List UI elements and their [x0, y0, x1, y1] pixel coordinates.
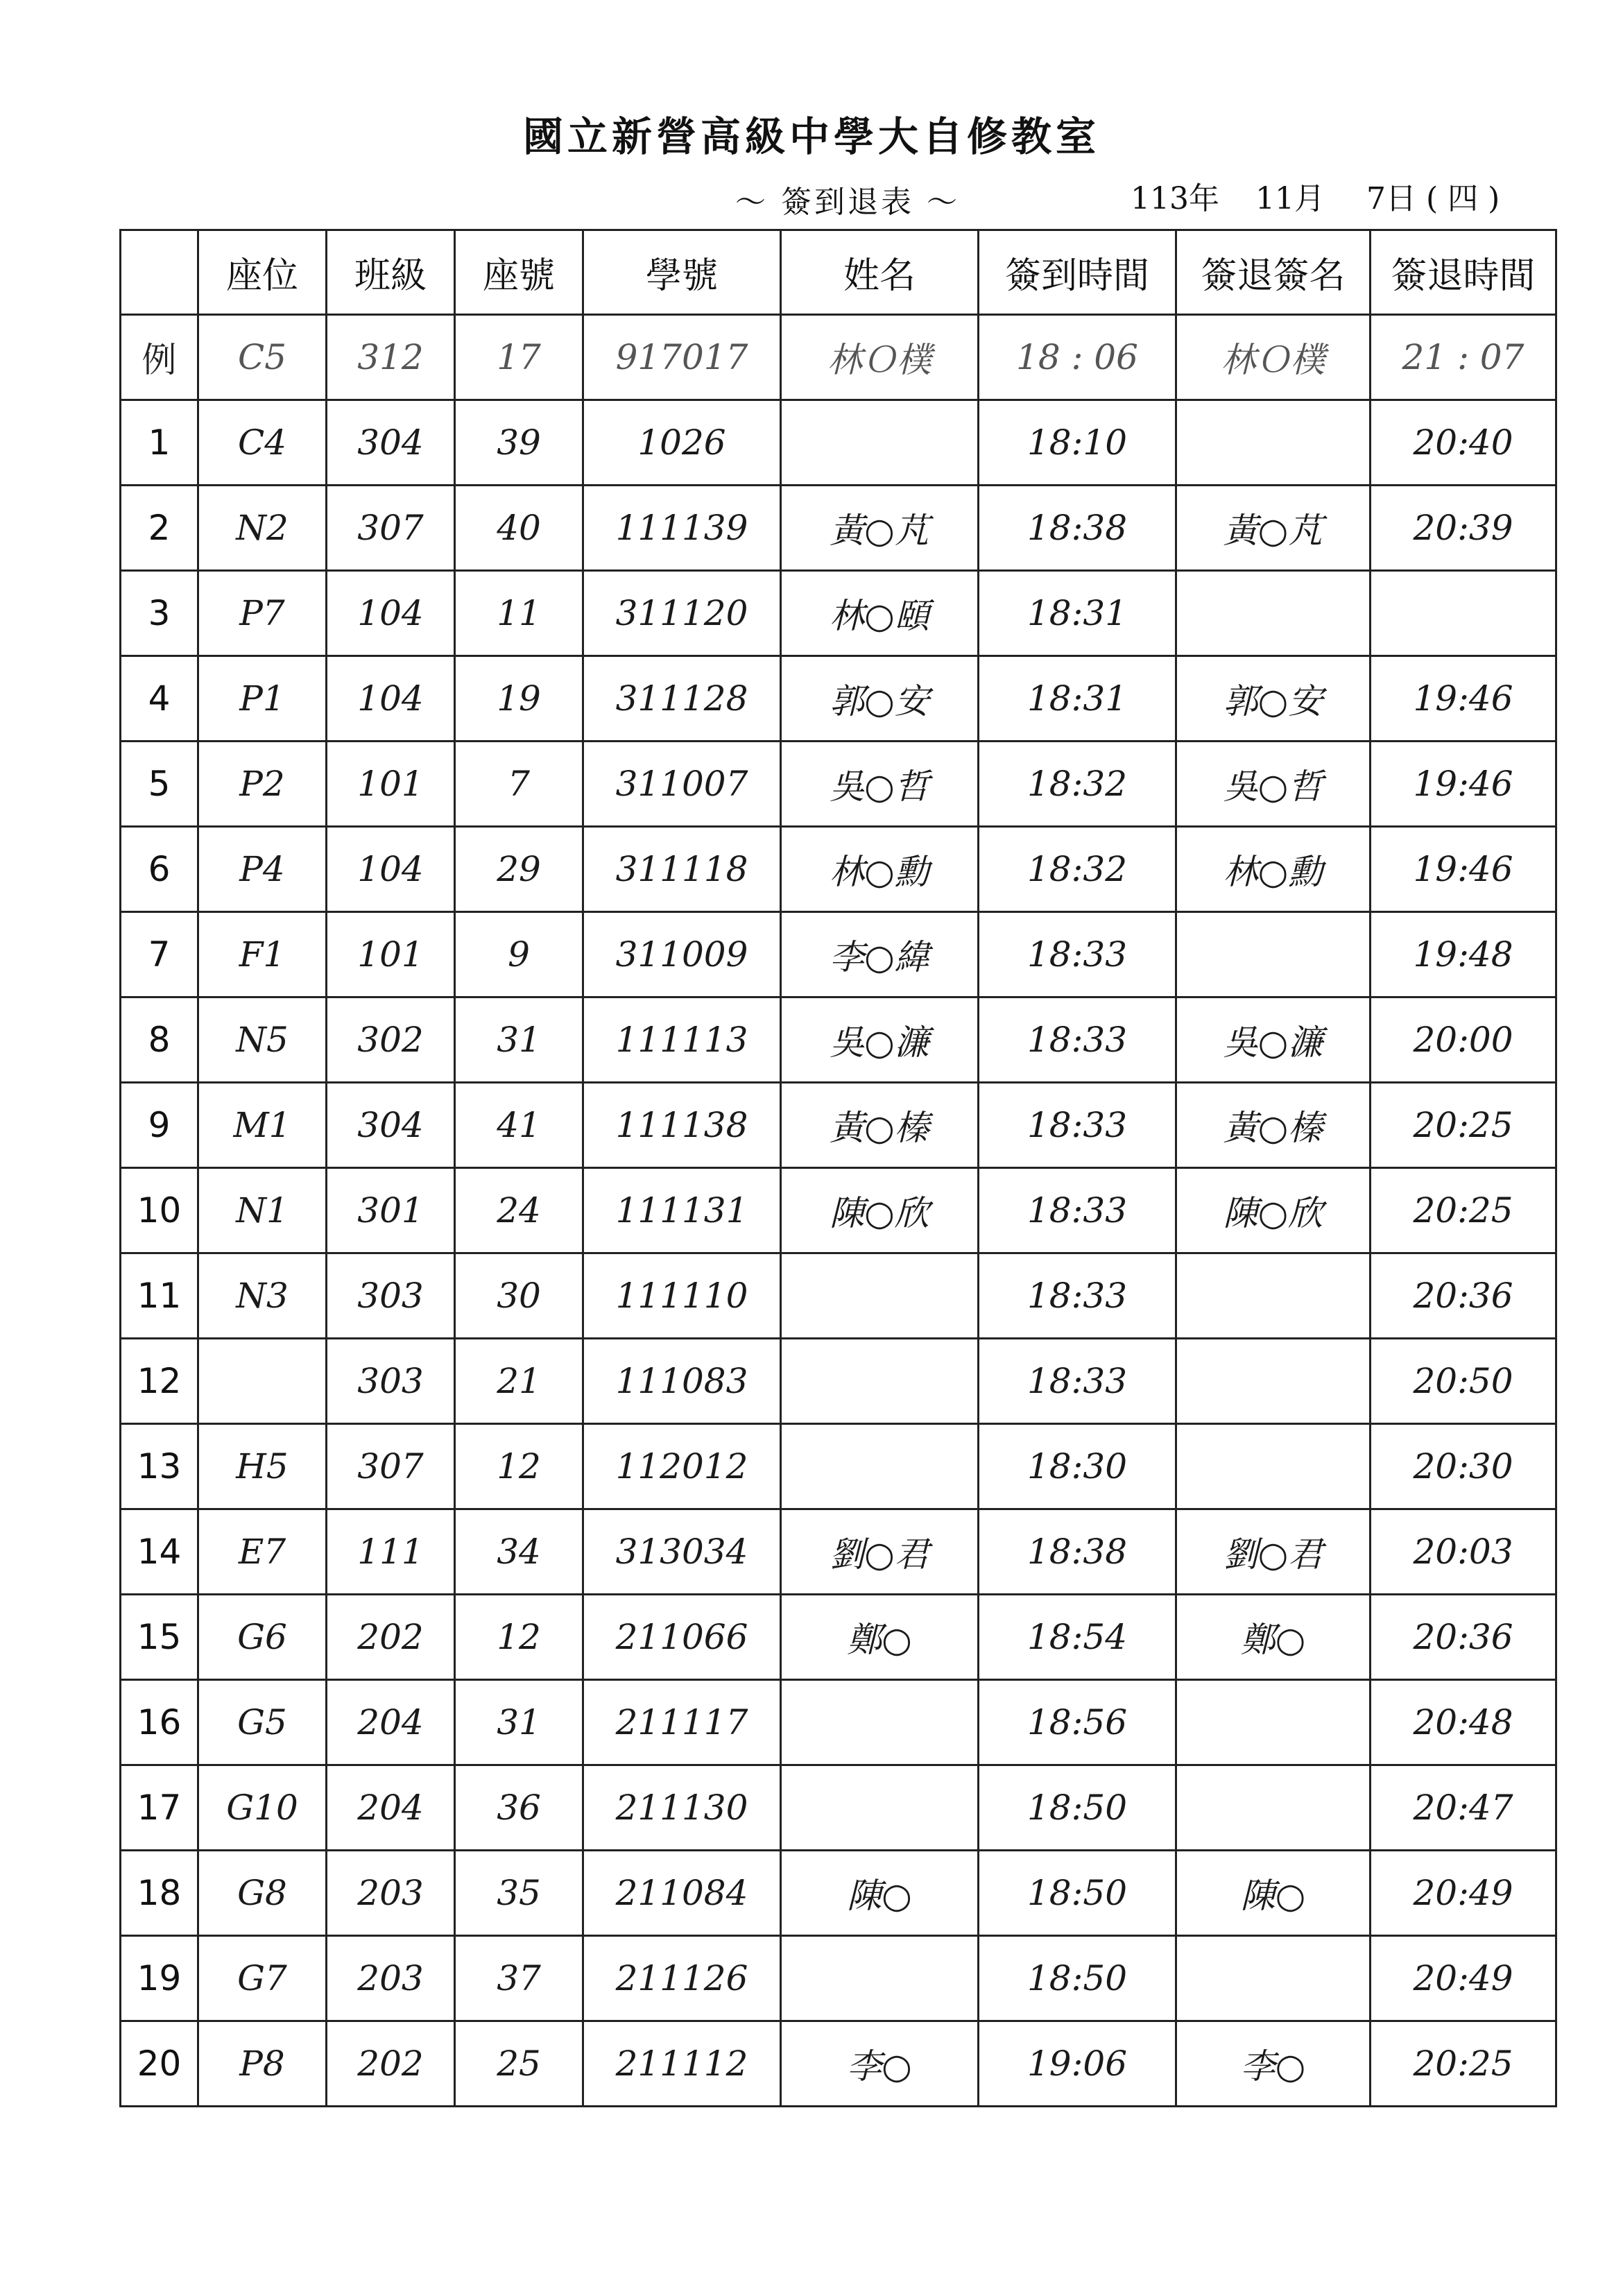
example-row — [121, 315, 1556, 400]
seat-no-cell: 36 — [455, 1765, 583, 1851]
table-row — [121, 656, 1556, 742]
sign-out-time-cell: 20:25 — [1371, 2021, 1556, 2107]
name-cell: 劉○君 — [781, 1509, 979, 1595]
student-id-cell: 111113 — [583, 997, 781, 1083]
class-cell: 303 — [327, 1339, 455, 1424]
student-id-cell: 111083 — [583, 1339, 781, 1424]
column-header-name: 姓名 — [781, 230, 979, 315]
seat-cell: C4 — [198, 400, 327, 486]
example-student-id: 917017 — [583, 315, 781, 400]
sign-out-name-cell: 劉○君 — [1176, 1509, 1371, 1595]
student-id-cell: 1026 — [583, 400, 781, 486]
seat-no-cell: 19 — [455, 656, 583, 742]
seat-cell: N3 — [198, 1253, 327, 1339]
student-id-cell: 211117 — [583, 1680, 781, 1765]
student-id-cell: 111139 — [583, 486, 781, 571]
row-number: 5 — [121, 742, 198, 827]
table-header-row — [121, 230, 1556, 315]
sign-out-name-cell: 郭○安 — [1176, 656, 1371, 742]
sign-out-name-cell: 吳○濂 — [1176, 997, 1371, 1083]
table-row — [121, 2021, 1556, 2107]
student-id-cell: 111110 — [583, 1253, 781, 1339]
seat-cell: E7 — [198, 1509, 327, 1595]
sign-in-time-cell: 18:10 — [979, 400, 1176, 486]
example-label: 例 — [121, 315, 198, 400]
table-row — [121, 486, 1556, 571]
student-id-cell: 311128 — [583, 656, 781, 742]
class-cell: 104 — [327, 656, 455, 742]
class-cell: 104 — [327, 571, 455, 656]
seat-no-cell: 31 — [455, 997, 583, 1083]
example-class: 312 — [327, 315, 455, 400]
row-number: 19 — [121, 1936, 198, 2021]
column-header-seat-no: 座號 — [455, 230, 583, 315]
student-id-cell: 211084 — [583, 1851, 781, 1936]
class-cell: 204 — [327, 1680, 455, 1765]
sign-in-time-cell: 18:54 — [979, 1595, 1176, 1680]
table-row — [121, 1595, 1556, 1680]
seat-cell: P2 — [198, 742, 327, 827]
table-row — [121, 1083, 1556, 1168]
date-year: 113年 — [1131, 181, 1219, 216]
student-id-cell: 313034 — [583, 1509, 781, 1595]
sign-in-time-cell: 19:06 — [979, 2021, 1176, 2107]
row-number: 17 — [121, 1765, 198, 1851]
sign-out-name-cell — [1176, 571, 1371, 656]
class-cell: 307 — [327, 1424, 455, 1509]
sign-out-time-cell: 20:47 — [1371, 1765, 1556, 1851]
sign-out-name-cell — [1176, 1936, 1371, 2021]
seat-cell: G7 — [198, 1936, 327, 2021]
seat-cell: P8 — [198, 2021, 327, 2107]
class-cell: 203 — [327, 1851, 455, 1936]
row-number: 16 — [121, 1680, 198, 1765]
name-cell: 郭○安 — [781, 656, 979, 742]
seat-cell — [198, 1339, 327, 1424]
seat-cell: P1 — [198, 656, 327, 742]
seat-no-cell: 35 — [455, 1851, 583, 1936]
sign-out-name-cell — [1176, 1680, 1371, 1765]
row-number: 6 — [121, 827, 198, 912]
row-number: 1 — [121, 400, 198, 486]
sign-in-time-cell: 18:32 — [979, 827, 1176, 912]
seat-cell: H5 — [198, 1424, 327, 1509]
sign-in-time-cell: 18:38 — [979, 486, 1176, 571]
name-cell — [781, 1424, 979, 1509]
table-row — [121, 827, 1556, 912]
column-header-sign-in-time: 簽到時間 — [979, 230, 1176, 315]
sign-out-name-cell: 陳○ — [1176, 1851, 1371, 1936]
table-row — [121, 997, 1556, 1083]
row-number: 2 — [121, 486, 198, 571]
seat-cell: F1 — [198, 912, 327, 997]
table-row — [121, 1680, 1556, 1765]
sign-in-time-cell: 18:32 — [979, 742, 1176, 827]
column-header-seat: 座位 — [198, 230, 327, 315]
seat-no-cell: 37 — [455, 1936, 583, 2021]
column-header-class: 班級 — [327, 230, 455, 315]
sign-out-time-cell: 19:46 — [1371, 742, 1556, 827]
seat-no-cell: 25 — [455, 2021, 583, 2107]
row-number: 8 — [121, 997, 198, 1083]
seat-no-cell: 21 — [455, 1339, 583, 1424]
sign-in-table — [119, 229, 1557, 2107]
student-id-cell: 311009 — [583, 912, 781, 997]
sign-out-name-cell — [1176, 400, 1371, 486]
student-id-cell: 211126 — [583, 1936, 781, 2021]
sign-out-name-cell: 李○ — [1176, 2021, 1371, 2107]
sign-in-time-cell: 18:56 — [979, 1680, 1176, 1765]
row-number: 9 — [121, 1083, 198, 1168]
row-number: 11 — [121, 1253, 198, 1339]
seat-no-cell: 41 — [455, 1083, 583, 1168]
row-number: 14 — [121, 1509, 198, 1595]
sign-out-time-cell: 19:46 — [1371, 827, 1556, 912]
sign-out-name-cell: 陳○欣 — [1176, 1168, 1371, 1253]
seat-no-cell: 7 — [455, 742, 583, 827]
class-cell: 202 — [327, 2021, 455, 2107]
column-header-sign-out-time: 簽退時間 — [1371, 230, 1556, 315]
student-id-cell: 111138 — [583, 1083, 781, 1168]
table-row — [121, 1765, 1556, 1851]
name-cell: 鄭○ — [781, 1595, 979, 1680]
class-cell: 101 — [327, 912, 455, 997]
student-id-cell: 111131 — [583, 1168, 781, 1253]
name-cell — [781, 400, 979, 486]
column-header-sign-out-name: 簽退簽名 — [1176, 230, 1371, 315]
form-subtitle: ～ 簽到退表 ～ — [735, 185, 960, 220]
name-cell: 黃○榛 — [781, 1083, 979, 1168]
sign-out-name-cell: 林○勳 — [1176, 827, 1371, 912]
table-row — [121, 571, 1556, 656]
sign-in-time-cell: 18:50 — [979, 1851, 1176, 1936]
sign-out-time-cell: 19:48 — [1371, 912, 1556, 997]
sign-in-time-cell: 18:33 — [979, 997, 1176, 1083]
seat-no-cell: 29 — [455, 827, 583, 912]
class-cell: 203 — [327, 1936, 455, 2021]
date-month: 11月 — [1255, 181, 1325, 216]
name-cell — [781, 1680, 979, 1765]
sign-out-name-cell: 吳○哲 — [1176, 742, 1371, 827]
class-cell: 111 — [327, 1509, 455, 1595]
name-cell — [781, 1339, 979, 1424]
name-cell — [781, 1253, 979, 1339]
seat-cell: P4 — [198, 827, 327, 912]
sign-out-name-cell: 黃○榛 — [1176, 1083, 1371, 1168]
class-cell: 202 — [327, 1595, 455, 1680]
sign-out-time-cell: 20:30 — [1371, 1424, 1556, 1509]
seat-no-cell: 24 — [455, 1168, 583, 1253]
seat-cell: G5 — [198, 1680, 327, 1765]
seat-cell: N2 — [198, 486, 327, 571]
class-cell: 101 — [327, 742, 455, 827]
sign-out-name-cell — [1176, 1765, 1371, 1851]
sign-in-time-cell: 18:33 — [979, 1168, 1176, 1253]
student-id-cell: 112012 — [583, 1424, 781, 1509]
seat-cell: N1 — [198, 1168, 327, 1253]
page-title: 國立新營高級中學大自修教室 — [522, 113, 1100, 160]
name-cell: 李○ — [781, 2021, 979, 2107]
name-cell: 林○頤 — [781, 571, 979, 656]
column-header-index — [121, 230, 198, 315]
row-number: 18 — [121, 1851, 198, 1936]
sign-out-name-cell: 黃○芃 — [1176, 486, 1371, 571]
sign-out-time-cell: 20:49 — [1371, 1851, 1556, 1936]
class-cell: 301 — [327, 1168, 455, 1253]
class-cell: 303 — [327, 1253, 455, 1339]
class-cell: 307 — [327, 486, 455, 571]
row-number: 13 — [121, 1424, 198, 1509]
example-name: 林Ｏ樸 — [781, 315, 979, 400]
sign-out-time-cell: 20:39 — [1371, 486, 1556, 571]
sign-out-name-cell: 鄭○ — [1176, 1595, 1371, 1680]
sign-in-time-cell: 18:31 — [979, 656, 1176, 742]
row-number: 12 — [121, 1339, 198, 1424]
sign-out-time-cell: 20:03 — [1371, 1509, 1556, 1595]
student-id-cell: 211066 — [583, 1595, 781, 1680]
class-cell: 204 — [327, 1765, 455, 1851]
seat-no-cell: 9 — [455, 912, 583, 997]
sign-in-time-cell: 18:33 — [979, 1253, 1176, 1339]
seat-no-cell: 30 — [455, 1253, 583, 1339]
example-sign-out-name: 林Ｏ樸 — [1176, 315, 1371, 400]
student-id-cell: 211112 — [583, 2021, 781, 2107]
name-cell: 吳○哲 — [781, 742, 979, 827]
row-number: 7 — [121, 912, 198, 997]
seat-no-cell: 12 — [455, 1595, 583, 1680]
sign-out-time-cell: 20:48 — [1371, 1680, 1556, 1765]
seat-cell: M1 — [198, 1083, 327, 1168]
class-cell: 304 — [327, 1083, 455, 1168]
row-number: 15 — [121, 1595, 198, 1680]
sign-in-time-cell: 18:33 — [979, 912, 1176, 997]
seat-cell: G10 — [198, 1765, 327, 1851]
sign-out-time-cell: 20:49 — [1371, 1936, 1556, 2021]
seat-no-cell: 31 — [455, 1680, 583, 1765]
row-number: 3 — [121, 571, 198, 656]
example-sign-out-time: 21 : 07 — [1371, 315, 1556, 400]
student-id-cell: 311118 — [583, 827, 781, 912]
seat-cell: P7 — [198, 571, 327, 656]
name-cell: 林○勳 — [781, 827, 979, 912]
seat-no-cell: 12 — [455, 1424, 583, 1509]
student-id-cell: 311120 — [583, 571, 781, 656]
sign-out-time-cell — [1371, 571, 1556, 656]
table-row — [121, 1253, 1556, 1339]
name-cell: 吳○濂 — [781, 997, 979, 1083]
table-row — [121, 1509, 1556, 1595]
example-seat: C5 — [198, 315, 327, 400]
sign-in-time-cell: 18:50 — [979, 1936, 1176, 2021]
seat-cell: G8 — [198, 1851, 327, 1936]
table-row — [121, 912, 1556, 997]
seat-no-cell: 40 — [455, 486, 583, 571]
sign-in-time-cell: 18:30 — [979, 1424, 1176, 1509]
date-day: 7日 ( 四 ) — [1366, 181, 1500, 216]
seat-no-cell: 34 — [455, 1509, 583, 1595]
seat-cell: G6 — [198, 1595, 327, 1680]
sign-out-time-cell: 20:25 — [1371, 1168, 1556, 1253]
column-header-student-id: 學號 — [583, 230, 781, 315]
sign-in-time-cell: 18:33 — [979, 1083, 1176, 1168]
sign-in-time-cell: 18:31 — [979, 571, 1176, 656]
row-number: 20 — [121, 2021, 198, 2107]
student-id-cell: 211130 — [583, 1765, 781, 1851]
seat-cell: N5 — [198, 997, 327, 1083]
name-cell — [781, 1765, 979, 1851]
sign-out-name-cell — [1176, 1253, 1371, 1339]
example-seat-no: 17 — [455, 315, 583, 400]
name-cell: 陳○欣 — [781, 1168, 979, 1253]
table-row — [121, 1851, 1556, 1936]
student-id-cell: 311007 — [583, 742, 781, 827]
sign-out-time-cell: 20:25 — [1371, 1083, 1556, 1168]
sign-out-name-cell — [1176, 1339, 1371, 1424]
sign-out-time-cell: 20:40 — [1371, 400, 1556, 486]
name-cell: 黃○芃 — [781, 486, 979, 571]
seat-no-cell: 39 — [455, 400, 583, 486]
class-cell: 304 — [327, 400, 455, 486]
example-sign-in: 18 : 06 — [979, 315, 1176, 400]
sign-in-time-cell: 18:38 — [979, 1509, 1176, 1595]
table-row — [121, 1168, 1556, 1253]
sign-out-name-cell — [1176, 1424, 1371, 1509]
name-cell: 陳○ — [781, 1851, 979, 1936]
sign-out-name-cell — [1176, 912, 1371, 997]
name-cell: 李○緯 — [781, 912, 979, 997]
table-row — [121, 1936, 1556, 2021]
class-cell: 302 — [327, 997, 455, 1083]
table-row — [121, 742, 1556, 827]
sign-out-time-cell: 19:46 — [1371, 656, 1556, 742]
row-number: 4 — [121, 656, 198, 742]
sign-in-time-cell: 18:50 — [979, 1765, 1176, 1851]
table-row — [121, 400, 1556, 486]
sign-out-time-cell: 20:00 — [1371, 997, 1556, 1083]
seat-no-cell: 11 — [455, 571, 583, 656]
table-row — [121, 1339, 1556, 1424]
name-cell — [781, 1936, 979, 2021]
sign-out-time-cell: 20:36 — [1371, 1595, 1556, 1680]
sign-out-time-cell: 20:50 — [1371, 1339, 1556, 1424]
row-number: 10 — [121, 1168, 198, 1253]
sign-out-time-cell: 20:36 — [1371, 1253, 1556, 1339]
sign-in-time-cell: 18:33 — [979, 1339, 1176, 1424]
class-cell: 104 — [327, 827, 455, 912]
table-row — [121, 1424, 1556, 1509]
